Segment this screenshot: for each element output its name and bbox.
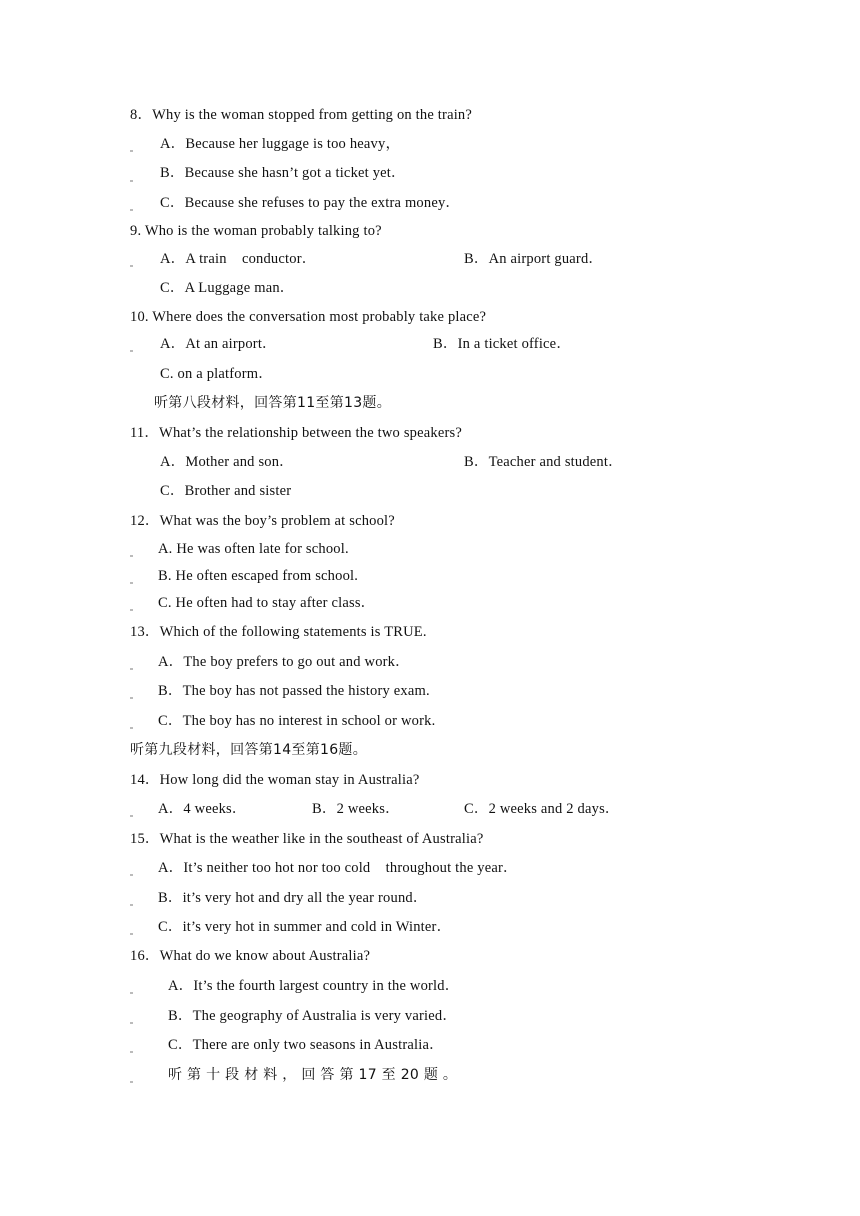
paragraph-mark bbox=[130, 582, 133, 584]
paragraph-mark bbox=[130, 992, 133, 994]
paragraph-mark bbox=[130, 697, 133, 699]
question-12-option-c: C. He often had to stay after class． bbox=[158, 595, 376, 611]
question-10-option-c: C. on a platform． bbox=[160, 366, 273, 382]
paragraph-mark bbox=[130, 209, 133, 211]
question-16: 16．What do we know about Australia? bbox=[130, 948, 371, 964]
question-13-option-b: B．The boy has not passed the history exam. bbox=[158, 683, 430, 699]
question-14-option-a: A．4 weeks． bbox=[158, 801, 247, 817]
paragraph-mark bbox=[130, 933, 133, 935]
question-11-option-c: C．Brother and sister bbox=[160, 483, 292, 499]
question-10: 10. Where does the conversation most probably take place? bbox=[130, 309, 487, 325]
paragraph-mark bbox=[130, 904, 133, 906]
paragraph-mark bbox=[130, 1051, 133, 1053]
paragraph-mark bbox=[130, 150, 133, 152]
question-16-option-b: B．The geography of Australia is very varied． bbox=[168, 1008, 458, 1024]
question-16-option-c: C．There are only two seasons in Australia． bbox=[168, 1037, 444, 1053]
paragraph-mark bbox=[130, 555, 133, 557]
paragraph-mark bbox=[130, 815, 133, 817]
question-12: 12．What was the boy’s problem at school? bbox=[130, 513, 395, 529]
question-14-option-c: C．2 weeks and 2 days． bbox=[464, 801, 620, 817]
question-9-option-b: B．An airport guard． bbox=[464, 251, 604, 267]
question-11-option-b: B．Teacher and student． bbox=[464, 454, 623, 470]
question-11-option-a: A．Mother and son． bbox=[160, 454, 294, 470]
question-10-option-a: A．At an airport． bbox=[160, 336, 277, 352]
paragraph-mark bbox=[130, 180, 133, 182]
question-15-option-a: A．It’s neither too hot nor too cold throughout the year． bbox=[158, 860, 518, 876]
section-8-instruction: 听第八段材料，回答第11至第13题。 bbox=[154, 395, 392, 411]
question-13-option-c: C．The boy has no interest in school or work. bbox=[158, 713, 436, 729]
question-12-option-b: B. He often escaped from school. bbox=[158, 568, 359, 584]
question-13: 13．Which of the following statements is TRUE. bbox=[130, 624, 427, 640]
paragraph-mark bbox=[130, 1022, 133, 1024]
question-10-option-b: B．In a ticket office． bbox=[433, 336, 572, 352]
paragraph-mark bbox=[130, 350, 133, 352]
question-15-option-b: B．it’s very hot and dry all the year round． bbox=[158, 890, 428, 906]
question-11: 11．What’s the relationship between the two speakers? bbox=[130, 425, 462, 441]
question-8: 8．Why is the woman stopped from getting on the train? bbox=[130, 107, 473, 123]
section-10-instruction: 听 第 十 段 材 料 ， 回 答 第 17 至 20 题 。 bbox=[168, 1067, 458, 1083]
question-9-option-a: A．A train conductor． bbox=[160, 251, 317, 267]
question-9: 9. Who is the woman probably talking to? bbox=[130, 223, 382, 239]
paragraph-mark bbox=[130, 265, 133, 267]
paragraph-mark bbox=[130, 1081, 133, 1083]
question-8-option-c: C．Because she refuses to pay the extra money． bbox=[160, 195, 461, 211]
paragraph-mark bbox=[130, 727, 133, 729]
question-16-option-a: A．It’s the fourth largest country in the world． bbox=[168, 978, 460, 994]
question-14: 14．How long did the woman stay in Australia? bbox=[130, 772, 420, 788]
section-9-instruction: 听第九段材料，回答第14至第16题。 bbox=[130, 742, 368, 758]
question-12-option-a: A. He was often late for school. bbox=[158, 541, 349, 557]
question-8-option-a: A．Because her luggage is too heavy， bbox=[160, 136, 401, 152]
paragraph-mark bbox=[130, 609, 133, 611]
question-9-option-c: C．A Luggage man． bbox=[160, 280, 295, 296]
question-15: 15．What is the weather like in the southeast of Australia? bbox=[130, 831, 484, 847]
question-8-option-b: B．Because she hasn’t got a ticket yet． bbox=[160, 165, 406, 181]
question-14-option-b: B．2 weeks． bbox=[312, 801, 400, 817]
paragraph-mark bbox=[130, 668, 133, 670]
question-13-option-a: A．The boy prefers to go out and work． bbox=[158, 654, 410, 670]
paragraph-mark bbox=[130, 874, 133, 876]
question-15-option-c: C．it’s very hot in summer and cold in Winter． bbox=[158, 919, 452, 935]
